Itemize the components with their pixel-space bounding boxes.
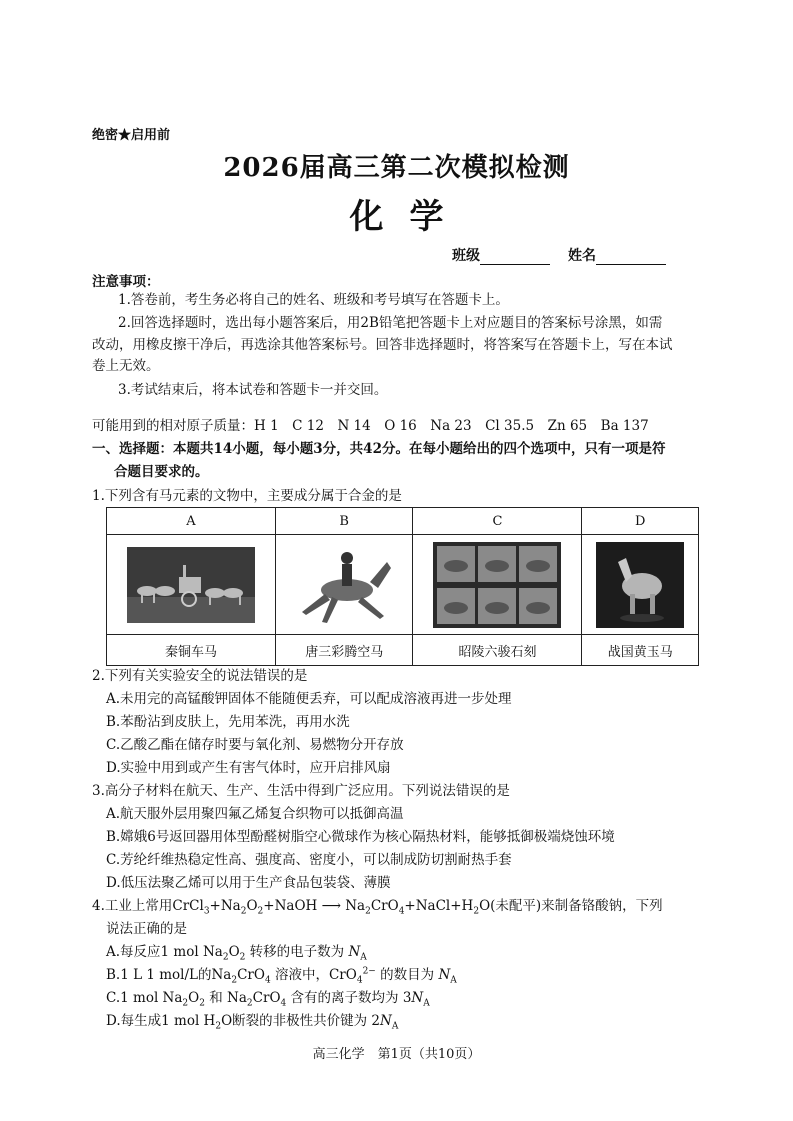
question-2-option-d: D.实验中用到或产生有害气体时，应开启排风扇: [106, 760, 391, 776]
option-letter-d: D: [582, 508, 699, 535]
question-1-options-table: [106, 507, 699, 666]
question-4-option-d: D.每生成1 mol $H_2O$断裂的非极性共价键为 $2N_A$: [106, 1013, 399, 1032]
option-letter-a: A: [107, 508, 276, 535]
option-d-image-cell: [582, 535, 699, 635]
question-2-option-b: B.苯酚沾到皮肤上，先用苯洗，再用水洗: [106, 714, 350, 730]
notice-item-2-line-3: 卷上无效。: [92, 358, 160, 374]
question-3-stem: 3.高分子材料在航天、生产、生活中得到广泛应用。下列说法错误的是: [92, 783, 510, 799]
option-c-caption: 昭陵六骏石刻: [413, 635, 582, 666]
question-2-option-c: C.乙酸乙酯在储存时要与氧化剂、易燃物分开存放: [106, 737, 404, 753]
option-letter-b: B: [275, 508, 413, 535]
question-4-stem-cont: 说法正确的是: [106, 921, 187, 937]
option-letter-c: C: [413, 508, 582, 535]
option-b-image-cell: [275, 535, 413, 635]
question-3-option-c: C.芳纶纤维热稳定性高、强度高、密度小，可以制成防切割耐热手套: [106, 852, 512, 868]
option-c-image-cell: [413, 535, 582, 635]
question-4-option-b: B.1 L 1 mol/L的$Na_2CrO_4$ 溶液中，CrO$_4^{2-}$ 的数目为 $N_A$: [106, 966, 457, 986]
notice-item-3: 3.考试结束后，将本试卷和答题卡一并交回。: [118, 382, 388, 398]
notice-item-2-line-1: 2.回答选择题时，选出每小题答案后，用2B铅笔把答题卡上对应题目的答案标号涂黑，如需: [118, 315, 663, 331]
class-field[interactable]: [480, 250, 550, 265]
confidential-mark: 绝密★启用前: [92, 128, 171, 143]
question-1-stem: 1.下列含有马元素的文物中，主要成分属于合金的是: [92, 488, 402, 504]
notice-item-2-line-2: 改动，用橡皮擦干净后，再选涂其他答案标号。回答非选择题时，将答案写在答题卡上，写在本试: [92, 337, 673, 353]
class-label: 班级: [452, 248, 480, 264]
section-1-heading: 一、选择题：本题共14小题，每小题3分，共42分。在每小题给出的四个选项中，只有一项是符: [92, 441, 666, 457]
option-a-image-cell: [107, 535, 276, 635]
student-info-fields: [452, 245, 666, 265]
exam-title: 2026届高三第二次模拟检测: [223, 153, 570, 183]
question-3-option-d: D.低压法聚乙烯可以用于生产食品包装袋、薄膜: [106, 875, 391, 891]
atomic-masses: 可能用到的相对原子质量：H 1 C 12 N 14 O 16 Na 23 Cl 35.5 Zn 65 Ba 137: [92, 418, 649, 434]
section-1-heading-cont: 合题目要求的。: [114, 464, 209, 480]
option-a-caption: 秦铜车马: [107, 635, 276, 666]
tang-horse-photo: [292, 542, 396, 628]
page-footer: 高三化学 第1页（共10页）: [312, 1047, 481, 1062]
question-4-option-c: C.1 mol $Na_2O_2$ 和 $Na_2CrO_4$ 含有的离子数均为 $3N_A$: [106, 990, 430, 1009]
question-3-option-b: B.嫦娥6号返回器用体型酚醛树脂空心微球作为核心隔热材料，能够抵御极端烧蚀环境: [106, 829, 615, 845]
question-2-stem: 2.下列有关实验安全的说法错误的是: [92, 668, 308, 684]
question-4-option-a: A.每反应1 mol $Na_2O_2$ 转移的电子数为 $N_A$: [106, 944, 367, 963]
question-4-stem: 4.工业上常用$CrCl_3+Na_2O_2+NaOH$ ⟶ $Na_2CrO_4+NaCl+H_2O$(未配平)来制备铬酸钠，下列: [92, 898, 663, 917]
name-field[interactable]: [596, 250, 666, 265]
subject-title: 化学: [349, 197, 470, 237]
name-label: 姓名: [568, 248, 596, 264]
bronze-chariot-photo: [127, 547, 255, 623]
stone-relief-photo: [433, 542, 561, 628]
notice-heading: 注意事项：: [92, 274, 160, 290]
option-d-caption: 战国黄玉马: [582, 635, 699, 666]
question-3-option-a: A.航天服外层用聚四氟乙烯复合织物可以抵御高温: [106, 806, 404, 822]
option-b-caption: 唐三彩腾空马: [275, 635, 413, 666]
jade-horse-photo: [596, 542, 684, 628]
question-2-option-a: A.未用完的高锰酸钾固体不能随便丢弃，可以配成溶液再进一步处理: [106, 691, 512, 707]
notice-item-1: 1.答卷前，考生务必将自己的姓名、班级和考号填写在答题卡上。: [118, 292, 509, 308]
